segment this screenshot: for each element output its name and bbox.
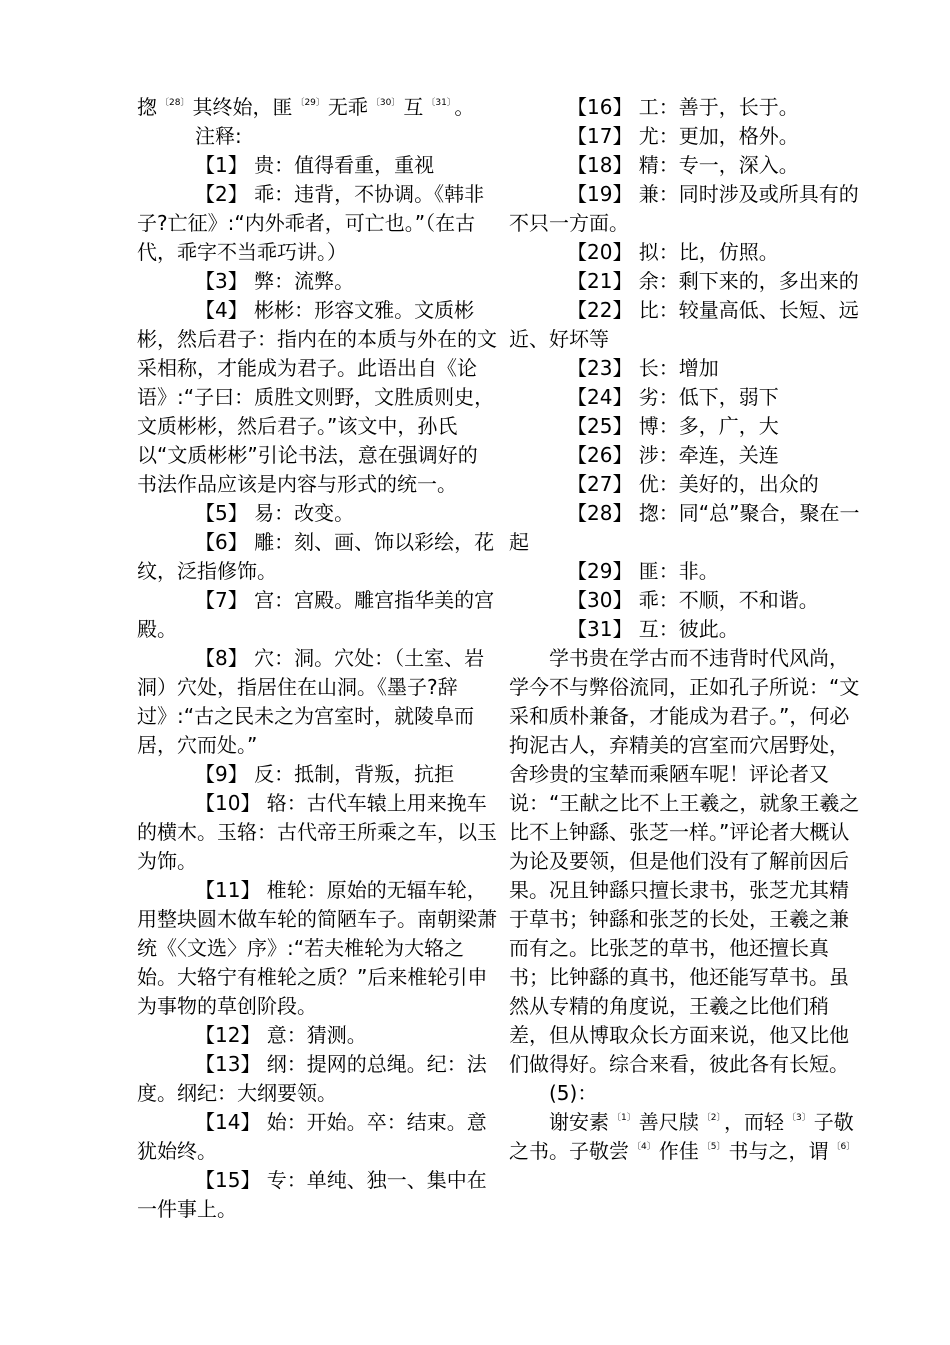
translation-paragraph: 学书贵在学古而不违背时代风尚，学今不与弊俗流同，正如孔子所说：“文采和质朴兼备，才能成为君子。”，何必拘泥古人，弃精美的宫室而穴居野处，舍珍贵的宝辇而乘陋车呢！评论者又说：“王献之比不上王羲之，就象王羲之比不上钟繇、张芝一样。”评论者大概认为论及要领，但是他们没有了解前因后果。况且钟繇只擅长隶书，张芝尤其精于草书；钟繇和张芝的长处，王羲之兼而有之。比张芝的草书，他还擅长真书；比钟繇的真书，他还能写草书。虽然从专精的角度说，王羲之比他们稍差，但从博取众长方面来说，他又比他们做得好。综合来看，彼此各有长短。 <box>509 646 860 1076</box>
footnote-marker: 〔5〕 <box>701 1142 726 1152</box>
note-30: 【30】 乖：不顺，不和谐。 <box>567 588 819 612</box>
note-25: 【25】 博：多，广，大 <box>567 414 779 438</box>
notes-label: 注释: <box>195 124 242 148</box>
note-13: 【13】 纲：提网的总绳。纪：法度。纲纪：大纲要领。 <box>137 1052 487 1105</box>
note-22: 【22】 比：较量高低、长短、远近、好坏等 <box>509 298 859 351</box>
note-18: 【18】 精：专一，深入。 <box>567 153 799 177</box>
note-3: 【3】 弊：流弊。 <box>195 269 355 293</box>
note-5: 【5】 易：改变。 <box>195 501 355 525</box>
note-14: 【14】 始：开始。卒：结束。意犹始终。 <box>137 1110 487 1163</box>
note-15: 【15】 专：单纯、独一、集中在一件事上。 <box>137 1168 487 1221</box>
section-number: (5)： <box>549 1081 598 1105</box>
note-10: 【10】 辂：古代车辕上用来挽车的横木。玉辂：古代帝王所乘之车，以玉为饰。 <box>137 791 497 873</box>
note-12: 【12】 意：猜测。 <box>195 1023 367 1047</box>
intro-text-5: 。 <box>454 95 475 119</box>
note-24: 【24】 劣：低下，弱下 <box>567 385 779 409</box>
note-26: 【26】 涉：牵连，关连 <box>567 443 779 467</box>
note-1: 【1】 贵：值得看重，重视 <box>195 153 435 177</box>
footnote-marker: 〔28〕 <box>160 98 190 108</box>
footnote-marker: 〔30〕 <box>370 98 401 108</box>
note-11: 【11】 椎轮：原始的无辐车轮，用整块圆木做车轮的简陋车子。南朝梁萧统《〈文选〉序》:“若夫椎轮为大辂之始。大辂宁有椎轮之质？”后来椎轮引申为事物的草创阶段。 <box>137 878 497 1018</box>
note-28: 【28】 揔：同“总”聚合，聚在一起 <box>509 501 860 554</box>
footnote-marker: 〔4〕 <box>632 1142 656 1152</box>
note-9: 【9】 反：抵制，背叛，抗拒 <box>195 762 455 786</box>
note-7: 【7】 宫：宫殿。雕宫指华美的宫殿。 <box>137 588 495 641</box>
note-20: 【20】 拟：比，仿照。 <box>567 240 779 264</box>
note-21: 【21】 余：剩下来的，多出来的 <box>567 269 859 293</box>
note-17: 【17】 尤：更加，格外。 <box>567 124 799 148</box>
excerpt-text-5: 作佳 <box>658 1139 699 1163</box>
excerpt-text-4: 子敬之书。子敬尝 <box>509 1110 854 1163</box>
right-column <box>509 93 863 1166</box>
note-19: 【19】 兼：同时涉及或所具有的不只一方面。 <box>509 182 859 235</box>
intro-text-2: 其终始，匪 <box>192 95 293 119</box>
footnote-marker: 〔1〕 <box>612 1113 636 1123</box>
excerpt-text-1: 谢安素 <box>549 1110 609 1134</box>
note-29: 【29】 匪：非。 <box>567 559 719 583</box>
excerpt-text-6: 书与之，谓 <box>728 1139 829 1163</box>
intro-line <box>137 93 497 122</box>
note-27: 【27】 优：美好的，出众的 <box>567 472 819 496</box>
note-6: 【6】 雕：刻、画、饰以彩绘，花纹，泛指修饰。 <box>137 530 495 583</box>
footnote-marker: 〔6〕 <box>831 1142 856 1152</box>
excerpt-text-2: 善尺牍 <box>638 1110 699 1134</box>
footnote-marker: 〔31〕 <box>426 98 452 108</box>
left-column <box>137 93 497 1224</box>
note-2: 【2】 乖：违背，不协调。《韩非子?亡征》:“内外乖者，可亡也。”（在古代，乖字不当乖巧讲。） <box>137 182 485 264</box>
note-16: 【16】 工：善于，长于。 <box>567 95 799 119</box>
note-31: 【31】 互：彼此。 <box>567 617 739 641</box>
excerpt-text-3: ，而轻 <box>723 1110 784 1134</box>
note-4: 【4】 彬彬：形容文雅。文质彬彬，然后君子：指内在的本质与外在的文采相称，才能成为君子。此语出自《论语》:“子曰：质胜文则野，文胜质则史，文质彬彬，然后君子。”该文中，孙氏以“文质彬彬”引论书法，意在强调好的书法作品应该是内容与形式的统一。 <box>137 298 497 496</box>
intro-text-3: 无乖 <box>327 95 368 119</box>
intro-text-1: 揔 <box>137 95 157 119</box>
footnote-marker: 〔29〕 <box>295 98 325 108</box>
excerpt-paragraph <box>509 1108 863 1166</box>
note-23: 【23】 长：增加 <box>567 356 719 380</box>
footnote-marker: 〔2〕 <box>701 1113 721 1123</box>
intro-text-4: 互 <box>403 95 424 119</box>
footnote-marker: 〔3〕 <box>786 1113 811 1123</box>
note-8: 【8】 穴：洞。穴处：（土室、岩洞）穴处，指居住在山洞。《墨子?辞过》:“古之民未之为宫室时，就陵阜而居，穴而处。” <box>137 646 485 757</box>
